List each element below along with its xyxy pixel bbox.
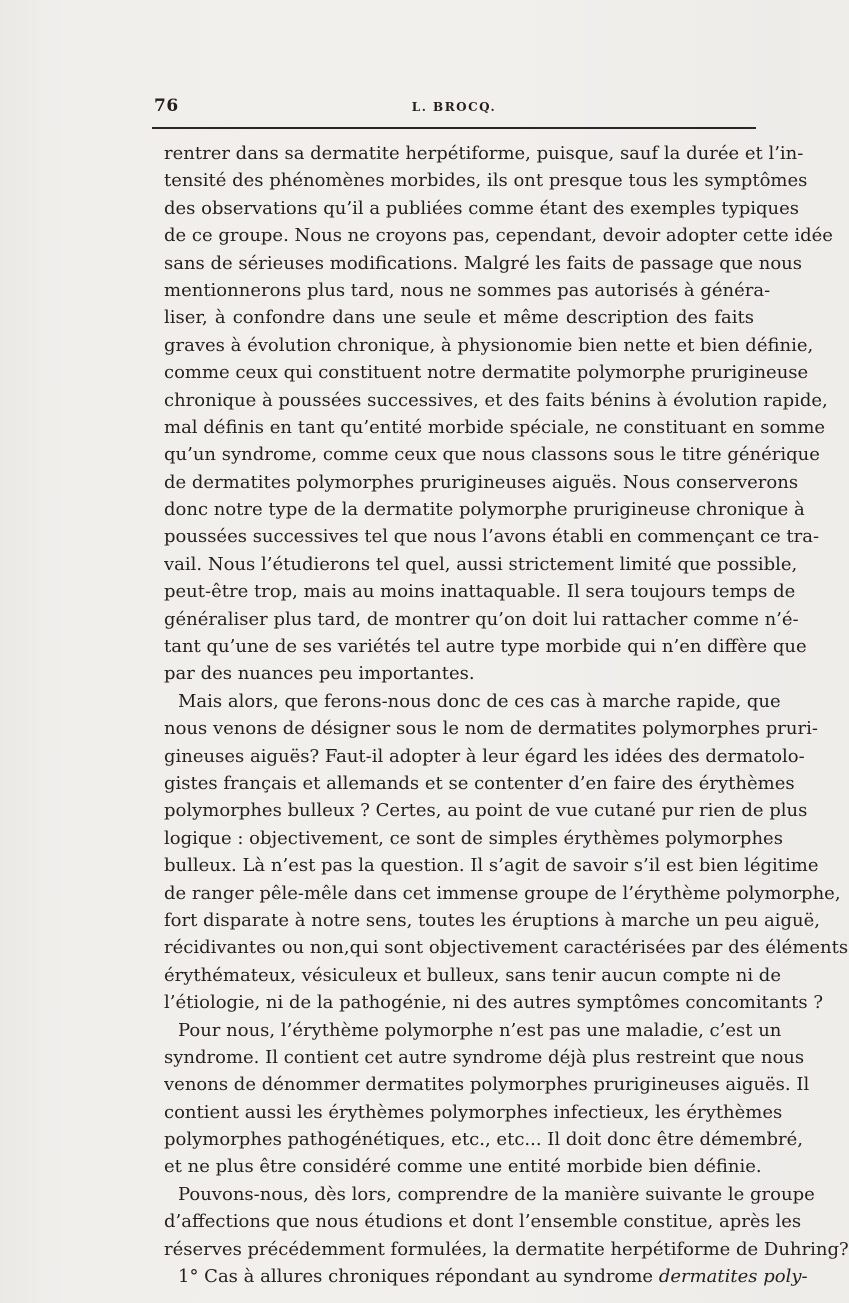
text-line: gistes français et allemands et se contenter d’en faire des érythèmes [164, 772, 795, 794]
text-line: mentionnerons plus tard, nous ne sommes pas autorisés à généra- [164, 279, 771, 301]
text-line: sans de sérieuses modifications. Malgré les faits de passage que nous [164, 252, 802, 274]
body-text [164, 140, 849, 1290]
text-line [164, 1263, 808, 1290]
running-head [152, 92, 756, 118]
text-line: polymorphes bulleux ? Certes, au point de vue cutané pur rien de plus [164, 800, 808, 822]
text-line: tensité des phénomènes morbides, ils ont presque tous les symptômes [164, 170, 808, 192]
text-line: peut-être trop, mais au moins inattaquable. Il sera toujours temps de [164, 581, 796, 603]
text-line: tant qu’une de ses variétés tel autre type morbide qui n’en diffère que [164, 636, 807, 658]
text-line: des observations qu’il a publiées comme étant des exemples typiques [164, 197, 800, 219]
header-rule [152, 127, 756, 129]
page-number: 76 [154, 96, 179, 116]
text-line: par des nuances peu importantes. [164, 663, 475, 685]
text-line: rentrer dans sa dermatite herpétiforme, puisque, sauf la durée et l’in- [164, 143, 804, 164]
text-line: poussées successives tel que nous l’avons établi en commençant ce tra- [164, 526, 820, 548]
text-line: l’étiologie, ni de la pathogénie, ni des autres symptômes concomitants ? [164, 992, 824, 1014]
text-line: comme ceux qui constituent notre dermatite polymorphe prurigineuse [164, 362, 809, 384]
text-line-roman: 1° Cas à allures chroniques répondant au syndrome [178, 1266, 654, 1288]
text-line: Pouvons-nous, dès lors, comprendre de la manière suivante le groupe [178, 1183, 815, 1205]
text-line: Mais alors, que ferons-nous donc de ces cas à marche rapide, que [178, 690, 781, 712]
text-line: et ne plus être considéré comme une entité morbide bien définie. [164, 1156, 762, 1178]
text-line: chronique à poussées successives, et des faits bénins à évolution rapide, [164, 389, 828, 411]
text-line: généraliser plus tard, de montrer qu’on doit lui rattacher comme n’é- [164, 608, 799, 630]
text-line-italic: dermatites poly- [658, 1266, 808, 1288]
text-line: contient aussi les érythèmes polymorphes infectieux, les érythèmes [164, 1101, 783, 1123]
text-line: vail. Nous l’étudierons tel quel, aussi strictement limité que possible, [164, 553, 798, 575]
text-line: logique : objectivement, ce sont de simples érythèmes polymorphes [164, 827, 783, 849]
text-line: graves à évolution chronique, à physionomie bien nette et bien définie, [164, 334, 814, 356]
text-line: de ranger pêle-mêle dans cet immense groupe de l’érythème polymorphe, [164, 882, 841, 904]
text-line: Pour nous, l’érythème polymorphe n’est pas une maladie, c’est un [178, 1019, 782, 1041]
text-line: polymorphes pathogénétiques, etc., etc... Il doit donc être démembré, [164, 1129, 804, 1151]
text-line: récidivantes ou non,qui sont objectivement caractérisées par des éléments [164, 937, 849, 959]
text-line: liser, à confondre dans une seule et même description des faits [164, 307, 754, 329]
text-line: mal définis en tant qu’entité morbide spéciale, ne constituant en somme [164, 416, 826, 438]
text-line: d’affections que nous étudions et dont l’ensemble constitue, après les [164, 1211, 802, 1233]
text-line: bulleux. Là n’est pas la question. Il s’agit de savoir s’il est bien légitime [164, 855, 819, 877]
text-line: gineuses aiguës? Faut-il adopter à leur égard les idées des dermatolo- [164, 745, 805, 767]
text-line: syndrome. Il contient cet autre syndrome déjà plus restreint que nous [164, 1046, 805, 1068]
running-title: L. BROCQ. [411, 100, 497, 114]
text-line: de ce groupe. Nous ne croyons pas, cependant, devoir adopter cette idée [164, 225, 833, 247]
text-line: qu’un syndrome, comme ceux que nous classons sous le titre générique [164, 444, 820, 466]
text-line: donc notre type de la dermatite polymorphe prurigineuse chronique à [164, 499, 805, 521]
text-line: érythémateux, vésiculeux et bulleux, sans tenir aucun compte ni de [164, 964, 781, 986]
text-line: fort disparate à notre sens, toutes les éruptions à marche un peu aiguë, [164, 909, 820, 931]
text-line: de dermatites polymorphes prurigineuses aiguës. Nous conserverons [164, 471, 799, 493]
text-line: venons de dénommer dermatites polymorphes prurigineuses aiguës. Il [164, 1074, 810, 1096]
text-line: réserves précédemment formulées, la dermatite herpétiforme de Duhring? [164, 1238, 849, 1260]
text-line: nous venons de désigner sous le nom de dermatites polymorphes pruri- [164, 718, 818, 740]
